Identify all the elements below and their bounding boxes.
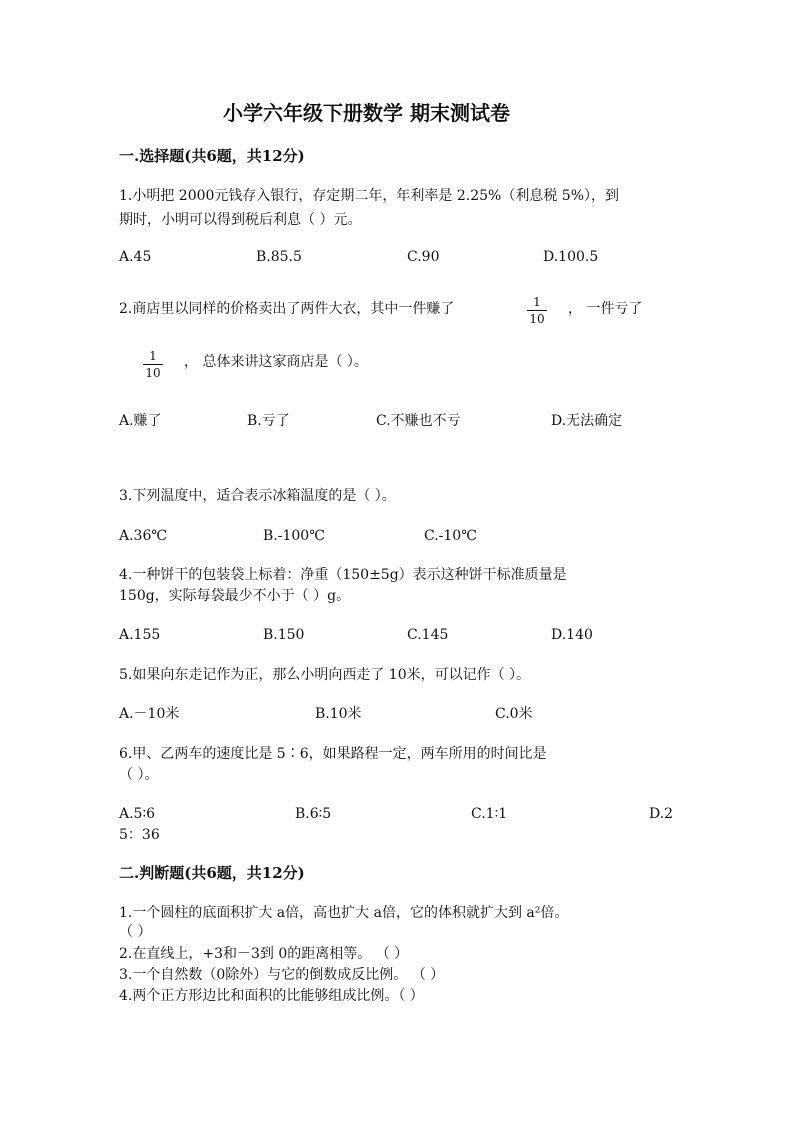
fraction-numerator: 1 bbox=[149, 349, 157, 363]
question-2-option-a: A.赚了 bbox=[119, 413, 162, 429]
section-heading-choice: 一.选择题(共6题，共12分) bbox=[119, 147, 305, 165]
question-6-option-d: D.2 bbox=[649, 806, 674, 822]
fraction-one-tenth bbox=[141, 349, 165, 380]
question-4-option-a: A.155 bbox=[119, 627, 161, 643]
question-3-option-b: B.-100℃ bbox=[263, 528, 325, 544]
judgement-2: 2.在直线上，+3和－3到 0的距离相等。 （ ） bbox=[119, 946, 409, 962]
fraction-denominator: 10 bbox=[145, 366, 161, 380]
judgement-4: 4.两个正方形边比和面积的比能够组成比例。（ ） bbox=[119, 988, 424, 1004]
question-3-option-c: C.-10℃ bbox=[424, 528, 477, 544]
question-1-option-a: A.45 bbox=[119, 249, 152, 265]
question-6-option-a: A.5∶6 bbox=[119, 806, 156, 822]
question-2-option-b: B.亏了 bbox=[247, 413, 290, 429]
question-5-option-c: C.0米 bbox=[495, 706, 533, 722]
question-6-option-c: C.1∶1 bbox=[471, 806, 508, 822]
question-4-option-b: B.150 bbox=[263, 627, 305, 643]
question-6-option-b: B.6∶5 bbox=[295, 806, 332, 822]
question-3-line-1: 3.下列温度中，适合表示冰箱温度的是（ ）。 bbox=[119, 488, 396, 504]
question-5-option-a: A.－10米 bbox=[119, 706, 180, 722]
fraction-numerator: 1 bbox=[533, 295, 541, 309]
question-4-option-d: D.140 bbox=[551, 627, 593, 643]
question-1-option-c: C.90 bbox=[407, 249, 440, 265]
question-1-option-b: B.85.5 bbox=[256, 249, 302, 265]
question-6-line-1: 6.甲、乙两车的速度比是 5∶6，如果路程一定，两车所用的时间比是 bbox=[119, 746, 547, 762]
fraction-denominator: 10 bbox=[529, 312, 545, 326]
question-1-option-d: D.100.5 bbox=[543, 249, 599, 265]
judgement-3: 3.一个自然数（0除外）与它的倒数成反比例。 （ ） bbox=[119, 967, 445, 983]
question-2-option-c: C.不赚也不亏 bbox=[376, 413, 461, 429]
judgement-1-line-1: 1.一个圆柱的底面积扩大 a倍，高也扩大 a倍，它的体积就扩大到 a²倍。 bbox=[119, 905, 569, 921]
question-6-option-d-wrap: 5：36 bbox=[119, 827, 160, 843]
question-2-option-d: D.无法确定 bbox=[551, 413, 623, 429]
question-2-line-2: ， 总体来讲这家商店是（ ）。 bbox=[184, 354, 368, 370]
question-5-option-b: B.10米 bbox=[315, 706, 362, 722]
question-6-line-2: （ ）。 bbox=[119, 767, 159, 783]
judgement-1-line-2: （ ） bbox=[119, 924, 152, 940]
section-heading-judgement: 二.判断题(共6题，共12分) bbox=[119, 864, 305, 882]
question-5-line-1: 5.如果向东走记作为正，那么小明向西走了 10米，可以记作（ ）。 bbox=[119, 667, 531, 683]
question-3-option-a: A.36℃ bbox=[119, 528, 168, 544]
question-4-option-c: C.145 bbox=[407, 627, 449, 643]
page-title: 小学六年级下册数学 期末测试卷 bbox=[223, 101, 510, 125]
question-4-line-2: 150g，实际每袋最少不小于（ ）g。 bbox=[119, 588, 351, 604]
fraction-one-tenth bbox=[525, 295, 549, 326]
question-1-line-2: 期时，小明可以得到税后利息（ ）元。 bbox=[119, 212, 362, 228]
question-1-line-1: 1.小明把 2000元钱存入银行，存定期二年，年利率是 2.25%（利息税 5%），到 bbox=[119, 188, 620, 204]
question-2-line-1-tail: ， 一件亏了 bbox=[568, 301, 643, 317]
question-4-line-1: 4.一种饼干的包装袋上标着：净重（150±5g）表示这种饼干标准质量是 bbox=[119, 567, 567, 583]
question-2-line-1: 2.商店里以同样的价格卖出了两件大衣，其中一件赚了 bbox=[119, 301, 455, 317]
